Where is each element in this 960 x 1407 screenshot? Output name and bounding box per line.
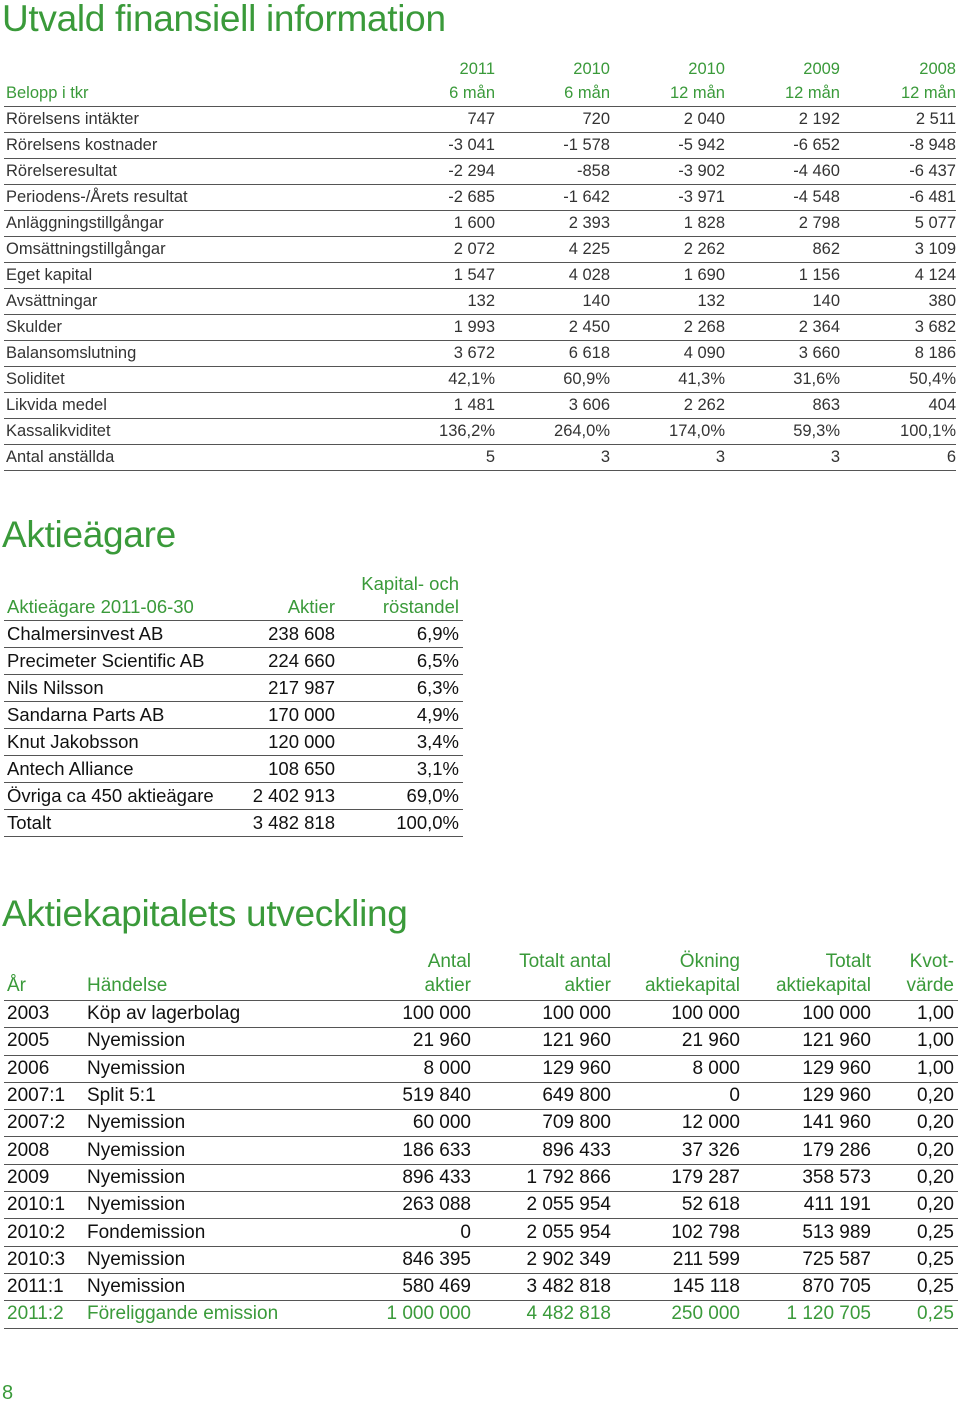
cell-value: 1 481 xyxy=(380,393,495,419)
cell-value: -5 942 xyxy=(610,133,725,159)
table-row xyxy=(4,1192,958,1219)
header-line: värde xyxy=(906,975,954,996)
cell-value: -3 971 xyxy=(610,185,725,211)
capital-increase: 21 960 xyxy=(611,1028,740,1055)
table-row xyxy=(4,1219,958,1246)
cell-value: 3 682 xyxy=(840,315,956,341)
capital-increase: 179 287 xyxy=(611,1164,740,1191)
cell-value: -3 902 xyxy=(610,159,725,185)
capital-body xyxy=(4,1001,958,1329)
cell-value: 100,1% xyxy=(840,419,956,445)
capital-total-capital: 725 587 xyxy=(740,1246,871,1273)
row-label: Rörelsens kostnader xyxy=(4,133,380,159)
row-label: Likvida medel xyxy=(4,393,380,419)
table-row xyxy=(4,159,956,185)
owner-shares: 238 608 xyxy=(232,621,335,648)
owner-name: Knut Jakobsson xyxy=(4,729,232,756)
table-row xyxy=(4,729,463,756)
owners-title: Aktieägare xyxy=(2,514,176,555)
capital-event: Nyemission xyxy=(87,1137,301,1164)
cell-value: 2 072 xyxy=(380,237,495,263)
cell-value: -1 642 xyxy=(495,185,610,211)
cell-value: 264,0% xyxy=(495,419,610,445)
capital-total-capital: 358 573 xyxy=(740,1164,871,1191)
cell-value: 50,4% xyxy=(840,367,956,393)
table-row xyxy=(4,702,463,729)
capital-year: 2008 xyxy=(4,1137,87,1164)
capital-quota: 1,00 xyxy=(871,1055,958,1082)
capital-shares: 846 395 xyxy=(301,1246,471,1273)
capital-event: Nyemission xyxy=(87,1055,301,1082)
cell-value: 6 618 xyxy=(495,341,610,367)
table-row xyxy=(4,783,463,810)
cell-value: 8 186 xyxy=(840,341,956,367)
capital-quota: 0,20 xyxy=(871,1110,958,1137)
cell-value: 2 393 xyxy=(495,211,610,237)
cell-value: 2 192 xyxy=(725,107,840,133)
row-label: Eget kapital xyxy=(4,263,380,289)
cell-value: -6 481 xyxy=(840,185,956,211)
table-row xyxy=(4,1082,958,1109)
year-header: 2011 xyxy=(459,60,495,78)
capital-shares: 60 000 xyxy=(301,1110,471,1137)
cell-value: 1 828 xyxy=(610,211,725,237)
table-row xyxy=(4,341,956,367)
capital-quota: 0,20 xyxy=(871,1164,958,1191)
owner-stake: 100,0% xyxy=(335,810,463,837)
capital-total-shares: 4 482 818 xyxy=(471,1301,611,1328)
cell-value: 3 xyxy=(725,445,840,471)
cell-value: 6 xyxy=(840,445,956,471)
cell-value: 132 xyxy=(380,289,495,315)
row-label: Kassalikviditet xyxy=(4,419,380,445)
cell-value: -1 578 xyxy=(495,133,610,159)
owners-name-header: Aktieägare 2011-06-30 xyxy=(4,572,232,621)
owner-stake: 4,9% xyxy=(335,702,463,729)
capital-increase: 0 xyxy=(611,1082,740,1109)
cell-value: 3 xyxy=(610,445,725,471)
table-row xyxy=(4,237,956,263)
cell-value: 4 225 xyxy=(495,237,610,263)
year-header: 2008 xyxy=(919,60,956,78)
cell-value: -8 948 xyxy=(840,133,956,159)
capital-shares: 580 469 xyxy=(301,1273,471,1300)
owner-stake: 6,9% xyxy=(335,621,463,648)
capital-total-shares: 896 433 xyxy=(471,1137,611,1164)
capital-quota: 0,25 xyxy=(871,1273,958,1300)
capital-total-shares: 709 800 xyxy=(471,1110,611,1137)
cell-value: -4 460 xyxy=(725,159,840,185)
table-row xyxy=(4,675,463,702)
financial-year-row xyxy=(4,57,956,81)
capital-event: Föreliggande emission xyxy=(87,1301,301,1328)
capital-shares: 186 633 xyxy=(301,1137,471,1164)
cell-value: 5 077 xyxy=(840,211,956,237)
table-row xyxy=(4,107,956,133)
row-label: Avsättningar xyxy=(4,289,380,315)
cell-value: 42,1% xyxy=(380,367,495,393)
capital-increase: 211 599 xyxy=(611,1246,740,1273)
page-number: 8 xyxy=(2,1382,14,1404)
capital-increase: 100 000 xyxy=(611,1001,740,1028)
financial-header-row xyxy=(4,81,956,107)
cell-value: 3 672 xyxy=(380,341,495,367)
cell-value: 2 798 xyxy=(725,211,840,237)
period-header: 12 mån xyxy=(610,81,725,107)
owner-shares: 108 650 xyxy=(232,756,335,783)
capital-quota: 0,20 xyxy=(871,1192,958,1219)
capital-year: 2005 xyxy=(4,1028,87,1055)
owner-stake: 3,1% xyxy=(335,756,463,783)
cell-value: -6 652 xyxy=(725,133,840,159)
cell-value: 4 090 xyxy=(610,341,725,367)
capital-increase: 37 326 xyxy=(611,1137,740,1164)
cell-value: 132 xyxy=(610,289,725,315)
capital-quota: 0,25 xyxy=(871,1301,958,1328)
cell-value: 2 450 xyxy=(495,315,610,341)
financial-table xyxy=(4,57,956,471)
cell-value: 174,0% xyxy=(610,419,725,445)
table-row xyxy=(4,1273,958,1300)
capital-total-capital: 411 191 xyxy=(740,1192,871,1219)
table-row xyxy=(4,648,463,675)
capital-year: 2010:1 xyxy=(4,1192,87,1219)
owner-shares: 217 987 xyxy=(232,675,335,702)
cell-value: 2 262 xyxy=(610,237,725,263)
owner-stake: 6,5% xyxy=(335,648,463,675)
capital-year: 2007:1 xyxy=(4,1082,87,1109)
capital-quota: 0,25 xyxy=(871,1246,958,1273)
capital-header-row xyxy=(4,950,958,1001)
capital-quota: 0,20 xyxy=(871,1082,958,1109)
capital-increase: 102 798 xyxy=(611,1219,740,1246)
cell-value: -4 548 xyxy=(725,185,840,211)
capital-quota-header xyxy=(871,950,958,1001)
owners-shares-header: Aktier xyxy=(232,572,335,621)
row-label: Skulder xyxy=(4,315,380,341)
owner-name: Chalmersinvest AB xyxy=(4,621,232,648)
capital-total-capital: 141 960 xyxy=(740,1110,871,1137)
cell-value: 136,2% xyxy=(380,419,495,445)
capital-year: 2010:3 xyxy=(4,1246,87,1273)
capital-total-shares: 2 902 349 xyxy=(471,1246,611,1273)
header-line: aktiekapital xyxy=(644,975,740,996)
cell-value: 3 xyxy=(495,445,610,471)
capital-total-capital-header xyxy=(740,950,871,1001)
capital-event: Nyemission xyxy=(87,1192,301,1219)
capital-shares: 8 000 xyxy=(301,1055,471,1082)
cell-value: 862 xyxy=(725,237,840,263)
capital-event: Nyemission xyxy=(87,1110,301,1137)
capital-total-capital: 129 960 xyxy=(740,1082,871,1109)
capital-total-shares: 121 960 xyxy=(471,1028,611,1055)
table-row xyxy=(4,211,956,237)
row-label: Anläggningstillgångar xyxy=(4,211,380,237)
capital-increase: 8 000 xyxy=(611,1055,740,1082)
capital-total-shares: 129 960 xyxy=(471,1055,611,1082)
owner-name: Övriga ca 450 aktieägare xyxy=(4,783,232,810)
capital-shares: 1 000 000 xyxy=(301,1301,471,1328)
owner-shares: 170 000 xyxy=(232,702,335,729)
capital-year: 2010:2 xyxy=(4,1219,87,1246)
cell-value: 3 109 xyxy=(840,237,956,263)
row-label: Periodens-/Årets resultat xyxy=(4,185,380,211)
capital-table xyxy=(4,950,958,1329)
table-row xyxy=(4,1301,958,1328)
capital-increase: 52 618 xyxy=(611,1192,740,1219)
cell-value: 140 xyxy=(495,289,610,315)
row-label: Balansomslutning xyxy=(4,341,380,367)
cell-value: 3 606 xyxy=(495,393,610,419)
row-label: Soliditet xyxy=(4,367,380,393)
cell-value: -2 685 xyxy=(380,185,495,211)
capital-year: 2009 xyxy=(4,1164,87,1191)
cell-value: 2 268 xyxy=(610,315,725,341)
cell-value: 41,3% xyxy=(610,367,725,393)
capital-increase: 250 000 xyxy=(611,1301,740,1328)
cell-value: 4 124 xyxy=(840,263,956,289)
amount-unit-label: Belopp i tkr xyxy=(4,81,380,107)
table-row xyxy=(4,419,956,445)
capital-total-capital: 100 000 xyxy=(740,1001,871,1028)
cell-value: 31,6% xyxy=(725,367,840,393)
owners-body xyxy=(4,621,463,837)
cell-value: 2 511 xyxy=(840,107,956,133)
capital-total-capital: 121 960 xyxy=(740,1028,871,1055)
capital-event: Fondemission xyxy=(87,1219,301,1246)
capital-quota: 1,00 xyxy=(871,1028,958,1055)
capital-total-shares: 1 792 866 xyxy=(471,1164,611,1191)
capital-shares: 896 433 xyxy=(301,1164,471,1191)
header-line: Ökning xyxy=(679,951,740,972)
year-header: 2010 xyxy=(573,60,610,78)
capital-event: Nyemission xyxy=(87,1164,301,1191)
period-header: 12 mån xyxy=(840,81,956,107)
header-line: Antal xyxy=(427,951,471,972)
cell-value: 60,9% xyxy=(495,367,610,393)
cell-value: -6 437 xyxy=(840,159,956,185)
capital-quota: 0,20 xyxy=(871,1137,958,1164)
table-row xyxy=(4,1137,958,1164)
period-header: 6 mån xyxy=(495,81,610,107)
table-row xyxy=(4,621,463,648)
cell-value: 1 600 xyxy=(380,211,495,237)
capital-shares: 519 840 xyxy=(301,1082,471,1109)
table-row xyxy=(4,1001,958,1028)
cell-value: -858 xyxy=(495,159,610,185)
period-header: 12 mån xyxy=(725,81,840,107)
table-row xyxy=(4,133,956,159)
header-line: Totalt xyxy=(825,951,871,972)
table-row xyxy=(4,315,956,341)
table-row xyxy=(4,1164,958,1191)
owner-shares: 120 000 xyxy=(232,729,335,756)
cell-value: 5 xyxy=(380,445,495,471)
header-line: Kvot- xyxy=(909,951,954,972)
owner-name: Totalt xyxy=(4,810,232,837)
capital-total-capital: 179 286 xyxy=(740,1137,871,1164)
capital-year: 2011:2 xyxy=(4,1301,87,1328)
capital-event: Split 5:1 xyxy=(87,1082,301,1109)
capital-shares-header xyxy=(301,950,471,1001)
owners-header-row xyxy=(4,572,463,621)
cell-value: 59,3% xyxy=(725,419,840,445)
cell-value: 1 156 xyxy=(725,263,840,289)
owners-stake-header-line1: Kapital- och xyxy=(361,573,459,594)
capital-increase-header xyxy=(611,950,740,1001)
cell-value: 747 xyxy=(380,107,495,133)
capital-year-header: År xyxy=(4,950,87,1001)
capital-shares: 21 960 xyxy=(301,1028,471,1055)
capital-total-shares-header xyxy=(471,950,611,1001)
owner-name: Precimeter Scientific AB xyxy=(4,648,232,675)
cell-value: 380 xyxy=(840,289,956,315)
table-row xyxy=(4,393,956,419)
cell-value: 2 262 xyxy=(610,393,725,419)
cell-value: 2 040 xyxy=(610,107,725,133)
table-row xyxy=(4,1028,958,1055)
capital-shares: 100 000 xyxy=(301,1001,471,1028)
capital-year: 2003 xyxy=(4,1001,87,1028)
owners-stake-header xyxy=(335,572,463,621)
table-row xyxy=(4,1110,958,1137)
year-header: 2010 xyxy=(688,60,725,78)
table-row xyxy=(4,185,956,211)
cell-value: 1 547 xyxy=(380,263,495,289)
capital-increase: 145 118 xyxy=(611,1273,740,1300)
owner-shares: 224 660 xyxy=(232,648,335,675)
capital-total-shares: 2 055 954 xyxy=(471,1219,611,1246)
cell-value: 1 690 xyxy=(610,263,725,289)
capital-total-shares: 2 055 954 xyxy=(471,1192,611,1219)
row-label: Rörelseresultat xyxy=(4,159,380,185)
owner-shares: 3 482 818 xyxy=(232,810,335,837)
header-line: aktier xyxy=(564,975,611,996)
capital-quota: 0,25 xyxy=(871,1219,958,1246)
financial-title: Utvald finansiell information xyxy=(2,0,446,39)
header-line: aktier xyxy=(424,975,471,996)
year-header: 2009 xyxy=(803,60,840,78)
owner-stake: 69,0% xyxy=(335,783,463,810)
capital-total-capital: 513 989 xyxy=(740,1219,871,1246)
owner-stake: 3,4% xyxy=(335,729,463,756)
owners-table xyxy=(4,572,463,837)
table-row xyxy=(4,263,956,289)
table-row xyxy=(4,367,956,393)
cell-value: 720 xyxy=(495,107,610,133)
financial-body xyxy=(4,107,956,471)
cell-value: 2 364 xyxy=(725,315,840,341)
row-label: Omsättningstillgångar xyxy=(4,237,380,263)
capital-year: 2007:2 xyxy=(4,1110,87,1137)
capital-quota: 1,00 xyxy=(871,1001,958,1028)
owner-name: Antech Alliance xyxy=(4,756,232,783)
header-line: Totalt antal xyxy=(519,951,611,972)
cell-value: 404 xyxy=(840,393,956,419)
capital-increase: 12 000 xyxy=(611,1110,740,1137)
capital-total-shares: 100 000 xyxy=(471,1001,611,1028)
capital-event-header: Händelse xyxy=(87,950,301,1001)
capital-total-capital: 1 120 705 xyxy=(740,1301,871,1328)
table-row xyxy=(4,756,463,783)
table-row xyxy=(4,289,956,315)
row-label: Antal anställda xyxy=(4,445,380,471)
capital-total-capital: 870 705 xyxy=(740,1273,871,1300)
capital-event: Nyemission xyxy=(87,1273,301,1300)
cell-value: 140 xyxy=(725,289,840,315)
capital-year: 2006 xyxy=(4,1055,87,1082)
table-row xyxy=(4,1246,958,1273)
header-line: aktiekapital xyxy=(775,975,871,996)
capital-event: Nyemission xyxy=(87,1028,301,1055)
table-row xyxy=(4,1055,958,1082)
cell-value: -2 294 xyxy=(380,159,495,185)
capital-total-shares: 649 800 xyxy=(471,1082,611,1109)
cell-value: 4 028 xyxy=(495,263,610,289)
period-header: 6 mån xyxy=(380,81,495,107)
capital-event: Nyemission xyxy=(87,1246,301,1273)
cell-value: 3 660 xyxy=(725,341,840,367)
owner-name: Sandarna Parts AB xyxy=(4,702,232,729)
capital-shares: 263 088 xyxy=(301,1192,471,1219)
capital-shares: 0 xyxy=(301,1219,471,1246)
owner-stake: 6,3% xyxy=(335,675,463,702)
table-row xyxy=(4,810,463,837)
owner-name: Nils Nilsson xyxy=(4,675,232,702)
capital-title: Aktiekapitalets utveckling xyxy=(2,893,408,934)
cell-value: 863 xyxy=(725,393,840,419)
owners-stake-header-line2: röstandel xyxy=(382,596,459,617)
capital-year: 2011:1 xyxy=(4,1273,87,1300)
capital-total-capital: 129 960 xyxy=(740,1055,871,1082)
cell-value: -3 041 xyxy=(380,133,495,159)
cell-value: 1 993 xyxy=(380,315,495,341)
capital-total-shares: 3 482 818 xyxy=(471,1273,611,1300)
table-row xyxy=(4,445,956,471)
owner-shares: 2 402 913 xyxy=(232,783,335,810)
capital-event: Köp av lagerbolag xyxy=(87,1001,301,1028)
row-label: Rörelsens intäkter xyxy=(4,107,380,133)
